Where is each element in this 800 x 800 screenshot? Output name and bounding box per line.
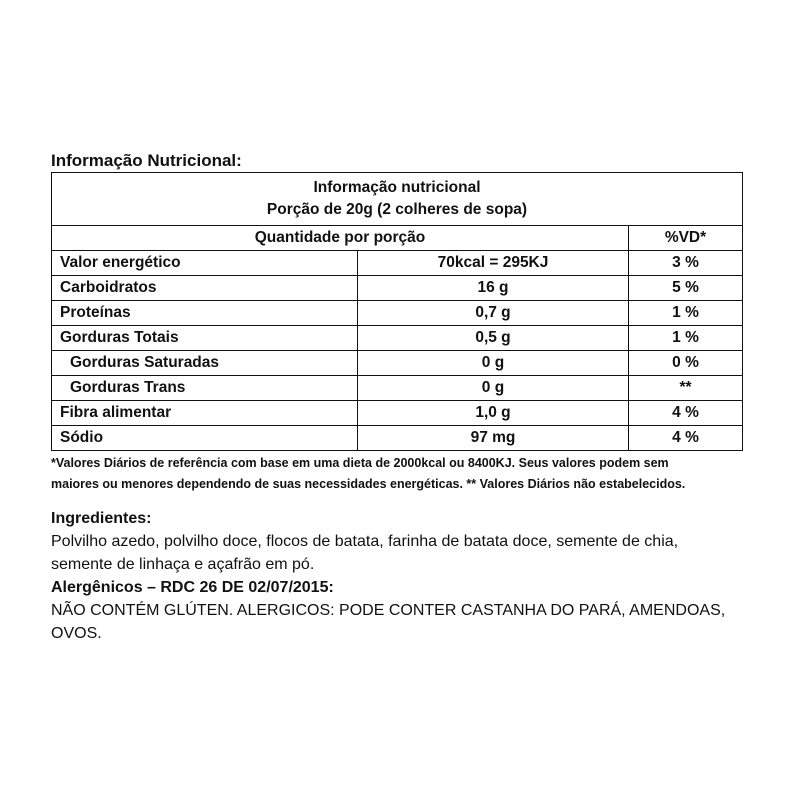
nutrient-label: Gorduras Saturadas [52,351,358,376]
ingredients-text: Polvilho azedo, polvilho doce, flocos de batata, farinha de batata doce, semente de chia, [51,533,679,550]
table-row [52,301,743,326]
nutrient-vd: ** [629,376,743,401]
table-title [52,173,743,226]
allergens-text: NÃO CONTÉM GLÚTEN. ALERGICOS: PODE CONTER CASTANHA DO PARÁ, AMENDOAS, [51,602,726,619]
page-title: Informação Nutricional: [51,151,242,170]
table-title-line: Informação nutricional [313,179,481,196]
nutrition-label [51,150,751,642]
nutrient-amount: 0 g [358,376,629,401]
nutrient-label: Gorduras Trans [52,376,358,401]
nutrient-amount: 0,7 g [358,301,629,326]
table-row [52,401,743,426]
table-row [52,326,743,351]
nutrient-amount: 97 mg [358,426,629,451]
table-header-row [52,226,743,251]
ingredients-section [51,507,751,645]
nutrient-label: Sódio [52,426,358,451]
nutrient-vd: 1 % [629,301,743,326]
nutrition-table [51,172,743,451]
header-quantity: Quantidade por porção [52,226,629,251]
nutrient-amount: 70kcal = 295KJ [358,251,629,276]
table-row [52,351,743,376]
table-title-row [52,173,743,226]
nutrient-vd: 4 % [629,401,743,426]
table-row [52,376,743,401]
allergens-text: OVOS. [51,625,102,642]
nutrient-label: Gorduras Totais [52,326,358,351]
header-vd: %VD* [629,226,743,251]
table-row [52,251,743,276]
nutrient-label: Carboidratos [52,276,358,301]
daily-values-footnote [51,453,751,495]
nutrient-label: Proteínas [52,301,358,326]
nutrient-amount: 16 g [358,276,629,301]
nutrient-vd: 4 % [629,426,743,451]
nutrient-amount: 0,5 g [358,326,629,351]
nutrient-amount: 0 g [358,351,629,376]
nutrient-amount: 1,0 g [358,401,629,426]
table-row [52,426,743,451]
serving-size: Porção de 20g (2 colheres de sopa) [266,201,528,218]
ingredients-heading: Ingredientes: [51,510,152,527]
nutrient-vd: 0 % [629,351,743,376]
nutrient-vd: 3 % [629,251,743,276]
table-row [52,276,743,301]
nutrient-vd: 1 % [629,326,743,351]
ingredients-text: semente de linhaça e açafrão em pó. [51,556,315,573]
nutrient-label: Fibra alimentar [52,401,358,426]
footnote-line: maiores ou menores dependendo de suas necessidades energéticas. ** Valores Diários não estabelecidos. [51,477,686,491]
nutrient-label: Valor energético [52,251,358,276]
allergens-heading: Alergênicos – RDC 26 DE 02/07/2015: [51,579,334,596]
footnote-line: *Valores Diários de referência com base em uma dieta de 2000kcal ou 8400KJ. Seus valores podem sem [51,456,669,470]
nutrient-vd: 5 % [629,276,743,301]
